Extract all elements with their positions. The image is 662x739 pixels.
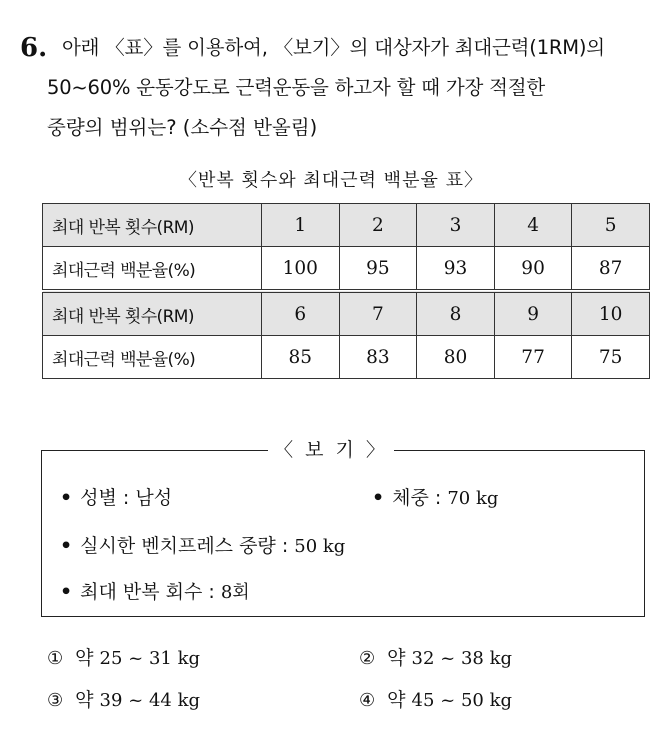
table-row — [43, 204, 650, 247]
table-cell: 93 — [417, 247, 495, 292]
gender-value: 남성 — [135, 487, 173, 509]
table-cell: 3 — [417, 204, 495, 247]
bullet-icon: • — [372, 487, 385, 509]
question-text-line-1: 아래 〈표〉를 이용하여, 〈보기〉의 대상자가 최대근력(1RM)의 — [62, 36, 605, 59]
question-number: 6. — [20, 33, 48, 63]
body-weight-item — [372, 483, 498, 510]
table-cell: 75 — [572, 336, 650, 379]
choice-prefix: 약 — [75, 647, 94, 669]
question-text-line-2: 50~60% 운동강도로 근력운동을 하고자 할 때 가장 적절한 — [47, 76, 546, 99]
bullet-icon: • — [60, 581, 73, 603]
choice-prefix: 약 — [387, 647, 406, 669]
example-box-title-text: 〈 보 기 〉 — [268, 439, 394, 461]
choice-3[interactable] — [47, 685, 200, 712]
table-cell: 5 — [572, 204, 650, 247]
table-cell: 77 — [494, 336, 572, 379]
bullet-icon: • — [60, 535, 73, 557]
question-text-line-3: 중량의 범위는? (소수점 반올림) — [47, 116, 318, 139]
choice-marker: ④ — [359, 690, 376, 711]
table-cell: 87 — [572, 247, 650, 292]
body-weight-label: 체중 : — [392, 487, 448, 509]
body-weight-value: 70 kg — [447, 488, 499, 509]
choice-2[interactable] — [359, 643, 512, 670]
row-label: 최대 반복 횟수(RM) — [43, 291, 262, 336]
bullet-icon: • — [60, 487, 73, 509]
rm-percentage-table — [42, 203, 650, 379]
gender-label: 성별 : — [80, 487, 136, 509]
table-cell: 6 — [262, 291, 340, 336]
table-cell: 10 — [572, 291, 650, 336]
table-cell: 9 — [494, 291, 572, 336]
table-cell: 8 — [417, 291, 495, 336]
max-reps-label: 최대 반복 회수 : — [80, 581, 221, 603]
row-label: 최대근력 백분율(%) — [43, 336, 262, 379]
table-row — [43, 247, 650, 292]
choice-range: 45 ~ 50 kg — [411, 690, 513, 711]
table-cell: 2 — [339, 204, 417, 247]
choice-range: 39 ~ 44 kg — [99, 690, 201, 711]
bench-press-value: 50 kg — [294, 536, 346, 557]
choice-4[interactable] — [359, 685, 512, 712]
example-box-title — [0, 435, 662, 462]
bench-press-label: 실시한 벤치프레스 중량 : — [80, 535, 295, 557]
choice-marker: ① — [47, 648, 64, 669]
row-label: 최대근력 백분율(%) — [43, 247, 262, 292]
choice-range: 25 ~ 31 kg — [99, 648, 201, 669]
table-row — [43, 291, 650, 336]
max-reps-item — [60, 577, 250, 604]
table-cell: 1 — [262, 204, 340, 247]
table-cell: 83 — [339, 336, 417, 379]
question-line-3 — [0, 108, 662, 148]
choice-1[interactable] — [47, 643, 200, 670]
choice-marker: ② — [359, 648, 376, 669]
table-row — [43, 336, 650, 379]
gender-item — [60, 483, 172, 510]
question-line-1 — [0, 28, 662, 68]
choice-range: 32 ~ 38 kg — [411, 648, 513, 669]
max-reps-value: 8회 — [220, 582, 250, 603]
table-cell: 7 — [339, 291, 417, 336]
table-cell: 80 — [417, 336, 495, 379]
table-cell: 85 — [262, 336, 340, 379]
choice-prefix: 약 — [75, 689, 94, 711]
question-stem — [0, 28, 662, 148]
row-label: 최대 반복 횟수(RM) — [43, 204, 262, 247]
table-cell: 90 — [494, 247, 572, 292]
table-cell: 4 — [494, 204, 572, 247]
table-cell: 95 — [339, 247, 417, 292]
table-cell: 100 — [262, 247, 340, 292]
choice-marker: ③ — [47, 690, 64, 711]
table-title: 〈반복 횟수와 최대근력 백분율 표〉 — [179, 170, 483, 191]
bench-press-item — [60, 531, 345, 558]
question-line-2 — [0, 68, 662, 108]
choice-prefix: 약 — [387, 689, 406, 711]
